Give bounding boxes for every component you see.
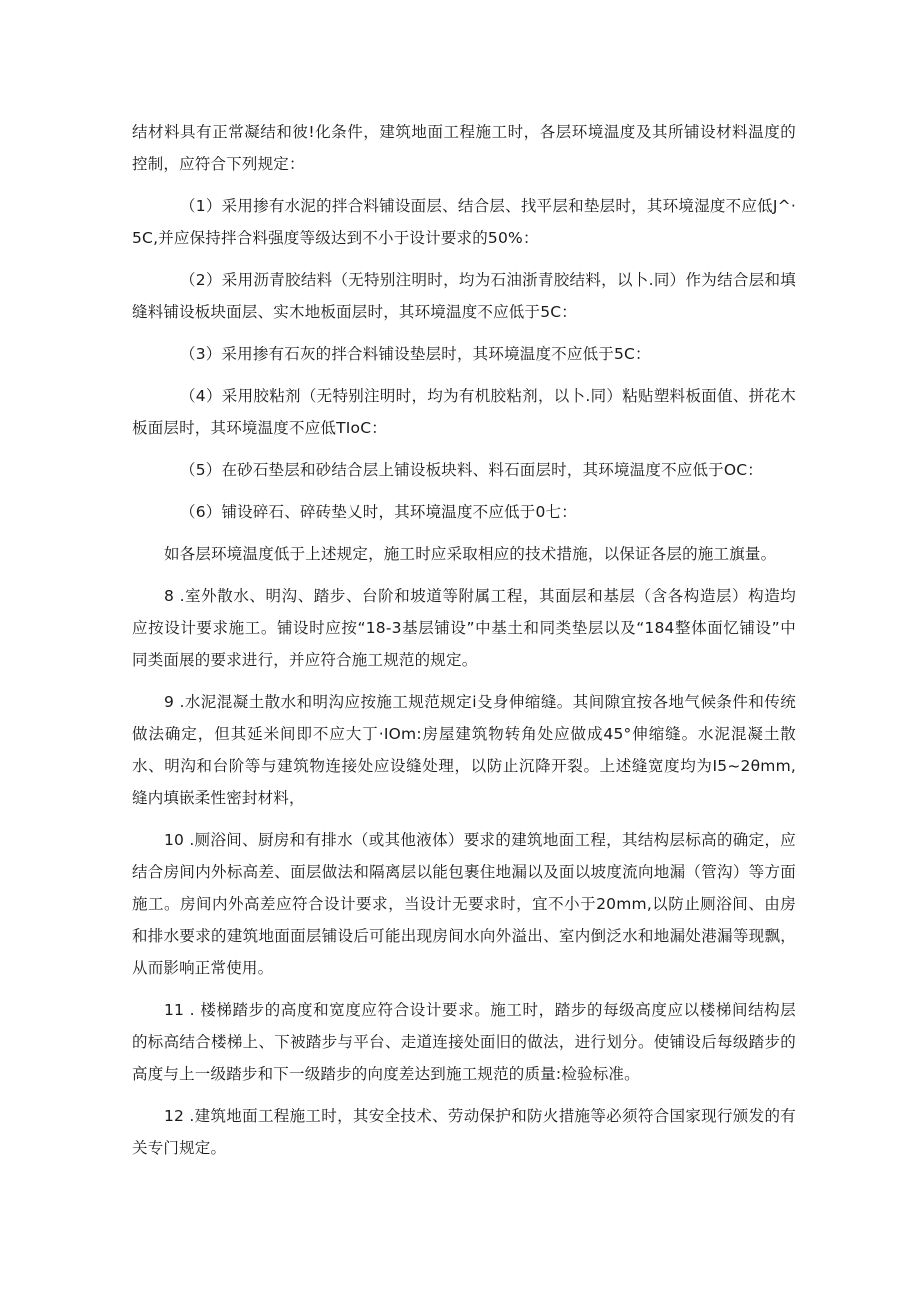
paragraph-section-9: 9 .水泥混凝土散水和明沟应按施工规范规定i殳身伸缩缝。其间隙宜按各地气候条件和传统做法确定，但其延米间即不应大丁·IOm:房屋建筑物转角处应做成45°伸缩缝。水泥混凝土散水、明沟和台阶等与建筑物连接处应设缝处理，以防止沉降开裂。上述缝宽度均为I5~2θmm,缝内填嵌柔性密封材料， <box>132 693 796 807</box>
paragraph-item-5: （5）在砂石垫层和砂结合层上铺设板块料、料石面层时，其环境温度不应低于OC： <box>180 461 763 479</box>
paragraph-item-1: （1）采用掺有水泥的拌合料铺设面层、结合层、找平层和垫层时，其环境湿度不应低J^·5C,并应保持拌合料强度等级达到不小于设计要求的50%： <box>132 197 796 247</box>
paragraph-section-10: 10 .厕浴间、厨房和有排水（或其他液体）要求的建筑地面工程，其结构层标高的确定，应结合房间内外标高差、面层做法和隔离层以能包裹住地漏以及面以坡度流向地漏（管沟）等方面施工。房间内外高差应符合设计要求，当设计无要求时，宜不小于20mm,以防止厕浴间、由房和排水要求的建筑地面面层铺设后可能出现房间水向外溢出、室内倒泛水和地漏处港漏等现飘，从而影响正常使用。 <box>132 831 796 977</box>
paragraph-section-8: 8 .室外散水、明沟、踏步、台阶和坡道等附属工程，其面层和基层（含各构造层）构造均应按设计要求施工。铺设时应按“18-3基层铺设”中基土和同类垫层以及“184整体面忆铺设”中同类面展的要求进行，并应符合施工规范的规定。 <box>132 587 796 669</box>
paragraph-section-12: 12 .建筑地面工程施工时，其安全技术、劳动保护和防火措施等必须符合国家现行颁发的有关专门规定。 <box>132 1107 796 1157</box>
paragraph-item-3: （3）采用掺有石灰的拌合料铺设垫层时，其环境温度不应低于5C： <box>180 345 651 363</box>
paragraph-item-2: （2）采用沥青胶结料（无特别注明时，均为石油浙青胶结料，以卜.同）作为结合层和填缝料铺设板块面层、实木地板面层时，其环境温度不应低于5C： <box>132 271 796 321</box>
document-body <box>132 116 796 1164</box>
paragraph-item-6: （6）铺设碎石、碎砖垫乂时，其环境温度不应低于0七： <box>180 503 577 521</box>
paragraph-intro: 结材料具有正常凝结和彼!化条件，建筑地面工程施工时，各层环境温度及其所铺设材料温度的控制，应符合下列规定： <box>132 123 796 173</box>
paragraph-item-4: （4）采用胶粘剂（无特别注明时，均为有机胶粘剂，以卜.同）粘贴塑料板面值、拼花木板面层时，其环境温度不应低TIoC： <box>132 387 796 437</box>
paragraph-temperature-note: 如各层环境温度低于上述规定，施工时应采取相应的技术措施，以保证各层的施工旗量。 <box>164 545 777 563</box>
paragraph-section-11: 11 . 楼梯踏步的高度和宽度应符合设计要求。施工时，踏步的每级高度应以楼梯间结构层的标高结合楼梯上、下被踏步与平台、走道连接处面旧的做法，进行划分。使铺设后每级踏步的高度与上一级踏步和下一级踏步的向度差达到施工规范的质量:检验标准。 <box>132 1001 796 1083</box>
